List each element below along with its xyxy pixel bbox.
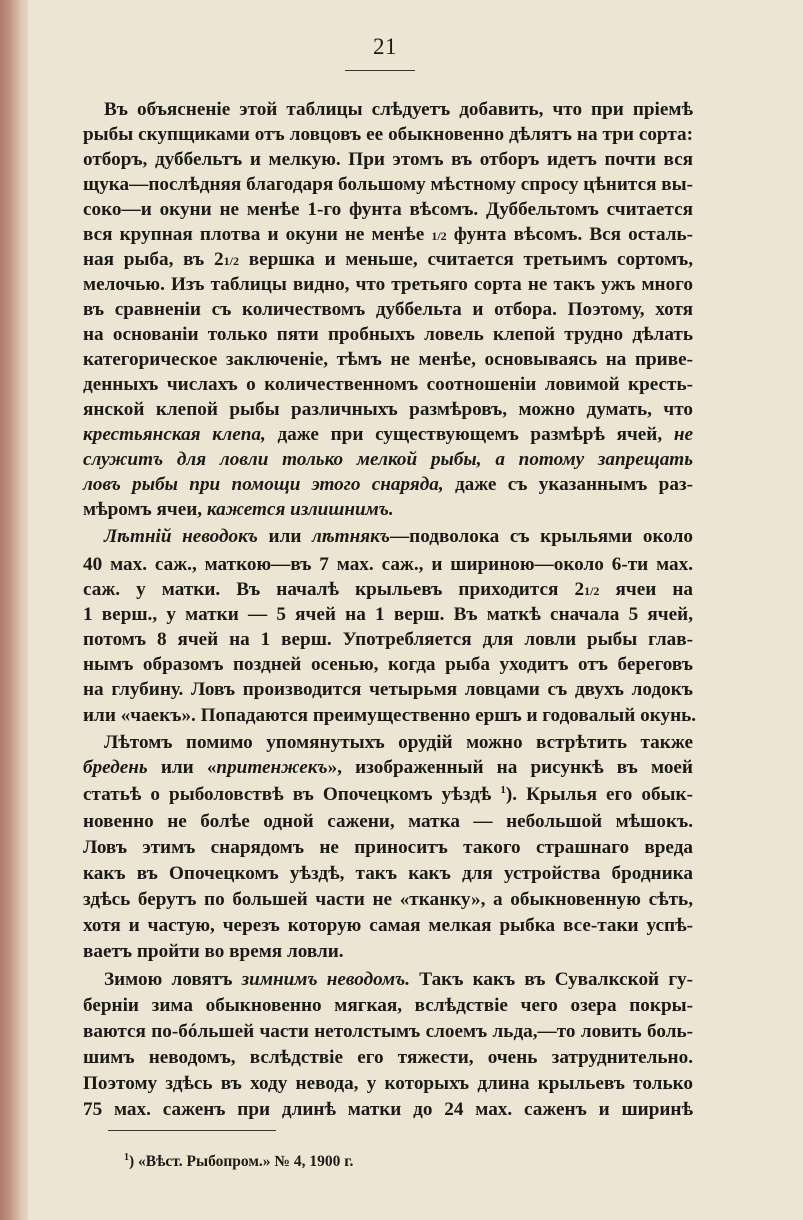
text-line-20 <box>83 580 693 599</box>
text-line-14 <box>83 425 693 444</box>
text-line-40: 75 мах. саженъ при длинѣ матки до 24 мах. саженъ и ширинѣ <box>83 1099 693 1120</box>
fraction-half: 1/2 <box>584 584 600 598</box>
text-line-12: денныхъ числахъ о количественномъ соотношеніи ловимой кресть- <box>83 374 693 395</box>
text-line-4: щука—послѣдняя благодаря большому мѣстному спросу цѣнится вы- <box>83 174 694 195</box>
text-line-29: новенно не болѣе одной сажени, матка — небольшой мѣшокъ. <box>83 811 693 832</box>
text-segment: вся крупная плотва и окуни не менѣе <box>83 224 425 245</box>
text-line-15 <box>83 450 693 469</box>
text-line-28 <box>83 785 693 804</box>
page-number: 21 <box>373 34 397 59</box>
text-line-35 <box>104 970 693 989</box>
text-line-25: или «чаекъ». Попадаются преимущественно ершъ и годовалый окунь. <box>83 705 697 726</box>
italic-segment: притенжекъ <box>216 757 328 778</box>
text-line-30: Ловъ этимъ снарядомъ не приноситъ такого страшнаго вреда <box>83 837 693 858</box>
text-line-27 <box>83 758 693 777</box>
text-segment: даже при существующемъ размѣрѣ ячей, <box>277 424 663 445</box>
fraction-half: 1/2 <box>431 229 447 243</box>
text-segment: ная рыба, въ 2 <box>83 249 224 270</box>
text-segment: даже съ указаннымъ раз- <box>454 474 694 495</box>
text-line-23: нымъ образомъ поздней осенью, когда рыба уходитъ отъ береговъ <box>83 654 693 675</box>
text-line-9: въ сравненіи съ количествомъ дуббельта и отбора. Поэтому, хотя <box>83 299 693 320</box>
footnote <box>124 1152 353 1171</box>
text-line-11: категорическое заключеніе, тѣмъ не менѣе, основываясь на приве- <box>83 349 693 370</box>
text-line-5: соко—и окуни не менѣе 1-го фунта вѣсомъ. Дуббельтомъ считается <box>83 199 693 220</box>
text-line-19: 40 мах. саж., маткою—въ 7 мах. саж., и шириною—около 6-ти мах. <box>83 554 693 575</box>
footnote-reference: 1 <box>500 784 506 796</box>
text-line-7 <box>83 250 693 269</box>
footnote-rule <box>108 1130 276 1131</box>
text-segment: мѣромъ ячеи, <box>83 499 203 520</box>
text-segment: », изображенный на рисункѣ въ моей <box>327 757 693 778</box>
text-line-26: Лѣтомъ помимо упомянутыхъ орудій можно встрѣтить также <box>104 732 693 753</box>
book-spine-edge <box>0 0 28 1220</box>
text-segment: или <box>268 526 302 547</box>
italic-segment: зимнимъ неводомъ. <box>241 969 411 990</box>
text-line-31: какъ въ Опочецкомъ уѣздѣ, такъ какъ для устройства бродника <box>83 863 693 884</box>
page-number-rule <box>345 70 415 71</box>
text-line-22: потомъ 8 ячей на 1 верш. Употребляется для ловли рыбы глав- <box>83 629 693 650</box>
text-line-6 <box>83 225 693 244</box>
text-segment: или « <box>160 757 217 778</box>
italic-segment: бредень <box>83 757 148 778</box>
text-segment: вершка и меньше, считается третьимъ сортомъ, <box>248 249 694 270</box>
text-segment: статьѣ о рыболовствѣ въ Опочецкомъ уѣздѣ <box>83 784 492 805</box>
text-line-39: Поэтому здѣсь въ ходу невода, у которыхъ длина крыльевъ только <box>83 1073 693 1094</box>
italic-segment: служитъ для ловли только мелкой рыбы, <box>83 449 482 470</box>
text-line-16 <box>83 475 693 494</box>
text-segment: саж. у матки. Въ началѣ крыльевъ приходится 2 <box>83 579 585 600</box>
text-line-37: ваются по-бóльшей части нетолстымъ слоемъ льда,—то ловить боль- <box>83 1021 693 1042</box>
text-line-3: отборъ, дуббельтъ и мелкую. При этомъ въ отборъ идетъ почти вся <box>83 149 693 170</box>
text-line-18 <box>104 527 693 546</box>
text-line-38: шимъ неводомъ, вслѣдствіе его тяжести, очень затруднительно. <box>83 1047 693 1068</box>
italic-segment: кажется излишнимъ. <box>206 499 394 520</box>
italic-segment: Лѣтній неводокъ <box>104 526 258 547</box>
text-line-2: рыбы скупщиками отъ ловцовъ ее обыкновенно дѣлятъ на три сорта: <box>83 124 693 145</box>
footnote-text: ) «Вѣст. Рыбопром.» № 4, 1900 г. <box>129 1153 354 1170</box>
fraction-half: 1/2 <box>223 254 239 268</box>
text-line-1: Въ объясненіе этой таблицы слѣдуетъ добавить, что при пріемѣ <box>104 99 693 120</box>
text-line-21: 1 верш., у матки — 5 ячей на 1 верш. Въ маткѣ сначала 5 ячей, <box>83 604 693 625</box>
text-line-17 <box>83 500 693 519</box>
text-segment: —подволока съ крыльями около <box>389 526 693 547</box>
italic-segment: не <box>673 424 694 445</box>
text-line-32: здѣсь берутъ по большей части не «тканку», а обыкновенную сѣть, <box>83 889 693 910</box>
text-segment: фунта вѣсомъ. Вся осталь- <box>453 224 694 245</box>
text-line-10: на основаніи только пяти пробныхъ ловель клепой трудно дѣлать <box>83 324 693 345</box>
italic-segment: лѣтнякъ <box>312 526 390 547</box>
text-segment: ). Крылья его обык- <box>505 784 693 805</box>
text-line-8: мелочью. Изъ таблицы видно, что третьяго сорта не такъ ужъ много <box>83 274 693 295</box>
text-line-33: хотя и частую, черезъ которую самая мелкая рыбка все-таки успѣ- <box>83 915 693 936</box>
footnote-marker: 1 <box>124 1152 129 1163</box>
text-segment: ячеи на <box>615 579 693 600</box>
italic-segment: ловъ рыбы при помощи этого снаряда, <box>83 474 444 495</box>
italic-segment: а потому запрещать <box>495 449 694 470</box>
text-line-36: берніи зима обыкновенно мягкая, вслѣдствіе чего озера покры- <box>83 995 693 1016</box>
text-segment: Зимою ловятъ <box>104 969 233 990</box>
text-segment: Такъ какъ въ Сувалкской гу- <box>419 969 694 990</box>
text-line-13: янской клепой рыбы различныхъ размѣровъ, можно думать, что <box>83 399 693 420</box>
text-line-34: ваетъ пройти во время ловли. <box>83 941 344 962</box>
italic-segment: крестьянская клепа, <box>83 424 266 445</box>
text-line-24: на глубину. Ловъ производится четырьмя ловцами съ двухъ лодокъ <box>83 679 693 700</box>
